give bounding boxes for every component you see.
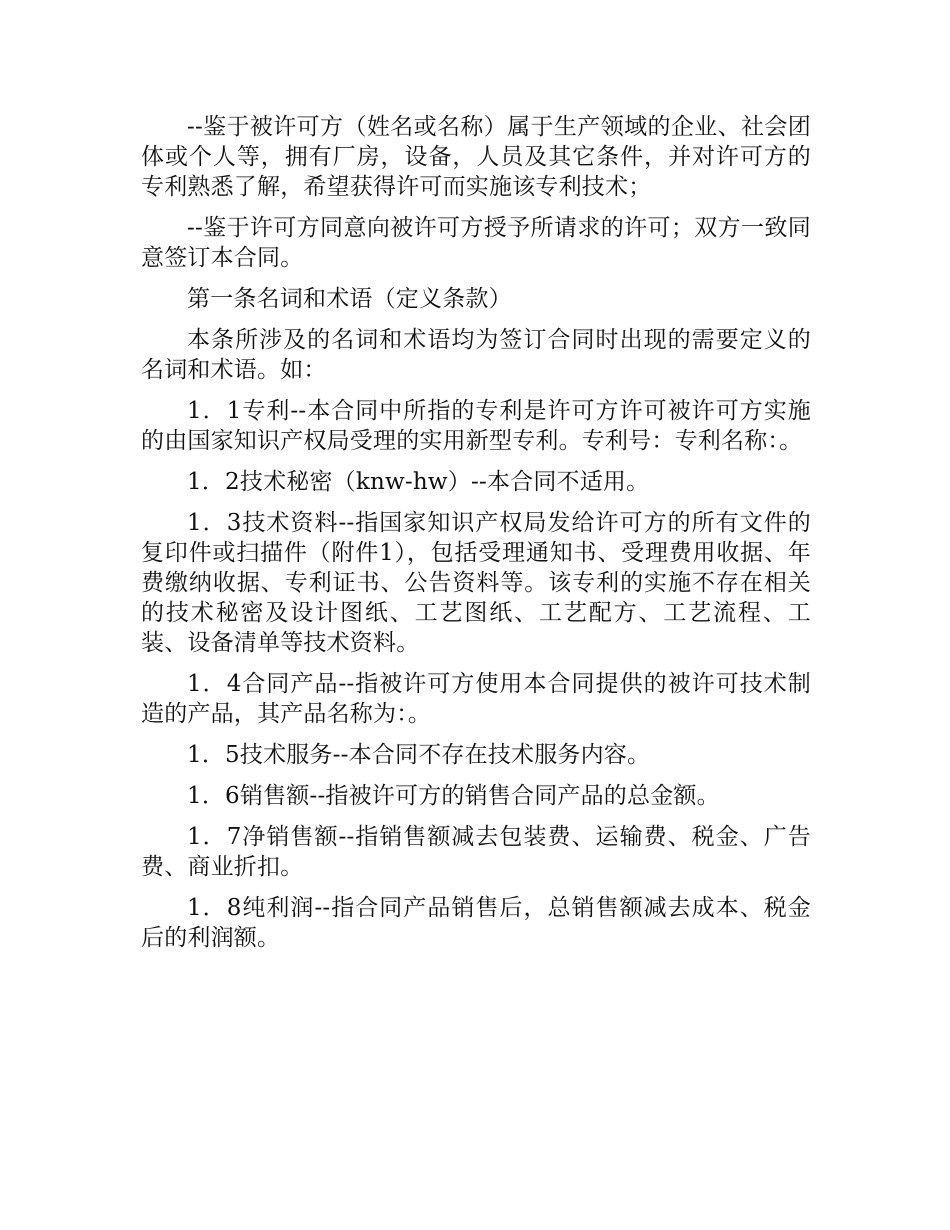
paragraph-terms-intro: 本条所涉及的名词和术语均为签订合同时出现的需要定义的名词和术语。如： bbox=[141, 327, 811, 383]
article-one-heading: 第一条名词和术语（定义条款） bbox=[187, 286, 512, 312]
clause-1-4-contract-product: 1．4合同产品--指被许可方使用本合同提供的被许可技术制造的产品，其产品名称为：。 bbox=[141, 671, 811, 727]
clause-1-8-net-profit: 1．8纯利润--指合同产品销售后，总销售额减去成本、税金后的利润额。 bbox=[141, 895, 811, 951]
clause-1-2-know-how: 1．2技术秘密（knw-hw）--本合同不适用。 bbox=[187, 469, 650, 495]
document-page bbox=[141, 112, 811, 964]
paragraph-licensee-recital: --鉴于被许可方（姓名或名称）属于生产领域的企业、社会团体或个人等，拥有厂房，设备，人员及其它条件，并对许可方的专利熟悉了解，希望获得许可而实施该专利技术； bbox=[141, 114, 811, 200]
clause-1-7-net-sales: 1．7净销售额--指销售额减去包装费、运输费、税金、广告费、商业折扣。 bbox=[141, 824, 811, 880]
clause-1-1-patent: 1．1专利--本合同中所指的专利是许可方许可被许可方实施的由国家知识产权局受理的实用新型专利。专利号：专利名称：。 bbox=[141, 398, 811, 454]
clause-1-3-technical-data: 1．3技术资料--指国家知识产权局发给许可方的所有文件的复印件或扫描件（附件1），包括受理通知书、受理费用收据、年费缴纳收据、专利证书、公告资料等。该专利的实施不存在相关的技术秘密及设计图纸、工艺图纸、工艺配方、工艺流程、工装、设备清单等技术资料。 bbox=[141, 510, 811, 656]
paragraph-licensor-recital: --鉴于许可方同意向被许可方授予所请求的许可；双方一致同意签订本合同。 bbox=[141, 215, 811, 271]
clause-1-5-technical-service: 1．5技术服务--本合同不存在技术服务内容。 bbox=[187, 742, 651, 768]
clause-1-6-sales-amount: 1．6销售额--指被许可方的销售合同产品的总金额。 bbox=[187, 783, 720, 809]
